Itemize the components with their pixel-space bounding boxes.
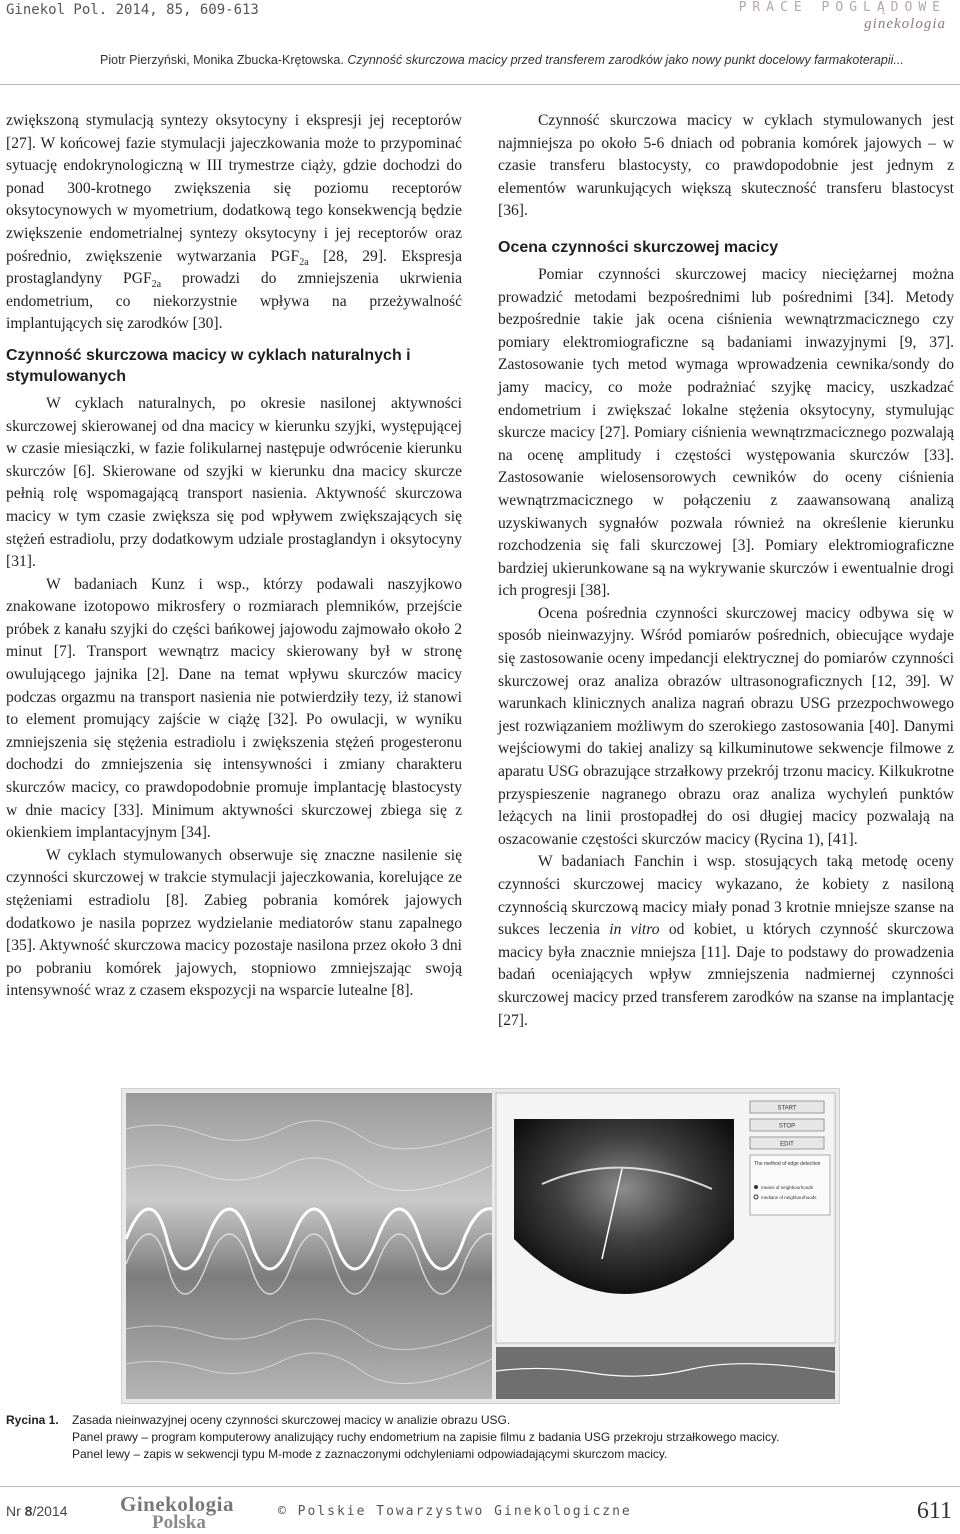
paragraph: zwiększoną stymulacją syntezy oksytocyny i ekspresji jej receptorów [27]. W końcowej fazie stymulacji jajeczkowania może to przypominać sytuację endokrynologiczną w III trymestrze ciąży, gdzie dochodzi do ponad 300-krotnego zwiększenia się poziomu receptorów oksytocynowych w myometrium, dodatkową tego konsekwencją będzie zwiększenie endometrialnej syntezy oksytocyny i jej receptorów oraz pośrednio, zwiększenie wytwarzania $PGF_{2a}$ [28, 29]. Ekspresja prostaglandyny $PGF_{2a}$ prowadzi do zmniejszenia ukrwienia endometrium, co niekorzystnie wpływa na przeżywalność implantujących się zarodków [30]. (6, 112, 462, 333)
right-column (498, 110, 954, 1032)
issue-number: Nr 8/2014 (6, 1503, 68, 1519)
paragraph: W badaniach Fanchin i wsp. stosujących taką metodę oceny czynności skurczowej macicy wykazano, że kobiety z nasiloną czynnością skurczową macicy miały ponad 3 krotnie mniejsze szanse na sukces leczenia in vitro od kobiet, u których czynność skurczowa macicy była znacznie mniejsza [11]. Daje to podstawy do prowadzenia badań oceniających wpływ zmniejszenia nadmiernej czynności skurczowej macicy przed transferem zarodków na szanse na implantację [27]. (498, 853, 954, 1029)
paragraph: W badaniach Kunz i wsp., którzy podawali naszyjkowo znakowane izotopowo mikrosfery o rozmiarach plemników, przejście próbek z kanału szyjki do części bańkowej jajowodu zajmowało około 2 minut [7]. Transport wewnątrz macicy skierowany był w stronę owulującego jajnika [2]. Dane na temat wpływu skurczów macicy podczas orgazmu na transport nasienia nie potwierdziły tezy, iż stanowi to element promujący zajście w ciążę [32]. Po owulacji, w wyniku zmniejszenia się stężenia estradiolu i zwiększenia stężeń progesteronu dochodzi do zmniejszenia się intensywności i zmiany charakteru skurczów macicy, co prawdopodobnie promuje implantację blastocysty w dnie macicy [33]. Minimum aktywności skurczowej zbiega się z okienkiem implantacyjnym [34]. (6, 575, 462, 842)
running-header (100, 53, 950, 67)
running-title: Czynność skurczowa macicy przed transferem zarodków jako nowy punkt docelowy farmakoterapii... (347, 53, 904, 67)
caption-line: Panel lewy – zapis w sekwencji typu M-mode z zaznaczonymi odchyleniami odpowiadającymi skurczom macicy. (72, 1447, 668, 1461)
m-mode-strip (496, 1347, 835, 1399)
journal-brand: ginekologia (864, 16, 946, 32)
legend-item: means of neighbourhoods (761, 1185, 814, 1190)
edit-label: EDIT (780, 1141, 794, 1148)
journal-logo: Ginekologia (120, 1492, 235, 1516)
paragraph: Pomiar czynności skurczowej macicy nieciężarnej można prowadzić metodami bezpośrednimi lub pośrednimi [34]. Metody bezpośrednie takie jak ocena ciśnienia wewnątrzmacicznego czy pomiary elektromiograficzne są badaniami inwazyjnymi [9, 37]. Zastosowanie tych metod wymaga wprowadzenia cewnika/sondy do jamy macicy, co może podrażniać szyjkę macicy, uszkadzać endometrium i zwiększać lokalne stężenia oksytocyny, stymulując skurcze macicy [27]. Pomiary ciśnienia wewnątrzmacicznego pozwalają na ocenę amplitudy i częstości występowania skurczów [33]. Zastosowanie wielosensorowych cewników do oceny ciśnienia wewnątrzmacicznego w połączeniu z zaawansowaną analizą uzyskiwanych sygnałów pozwala również na określenie kierunku rozchodzenia się fali skurczowej [3]. Pomiary elektromiograficzne bardziej ukierunkowane są na wykrywanie skurczów i ewentualnie drogi ich progresji [38]. (498, 265, 954, 600)
figure-ultrasound (121, 1088, 840, 1404)
left-column (6, 110, 462, 1003)
journal-reference: Ginekol Pol. 2014, 85, 609-613 (6, 2, 259, 18)
caption-label: Rycina 1. (6, 1413, 59, 1427)
legend-title: The method of edge detection (754, 1161, 821, 1167)
section-heading: Czynność skurczowa macicy w cyklach naturalnych i stymulowanych (6, 346, 411, 385)
paragraph: W cyklach stymulowanych obserwuje się znaczne nasilenie się czynności skurczowej w trakcie stymulacji jajeczkowania, korelujące ze stężeniami estradiolu [8]. Zabieg pobrania komórek jajowych dodatkowo je nasila poprzez wydzielanie mediatorów stanu zapalnego [35]. Aktywność skurczowa macicy pozostaje nasilona przez około 3 dni po pobraniu komórek jajowych, stopniowo zmniejszając swoją intensywność wraz z czasem ekspozycji na wsparcie lutealne [8]. (6, 846, 462, 1000)
start-label: START (777, 1105, 797, 1112)
footer-rule (0, 1486, 960, 1487)
caption-line: Panel prawy – program komputerowy analizujący ruchy endometrium na zapisie filmu z badania USG przekroju strzałkowego macicy. (72, 1430, 780, 1444)
legend-item: medians of neighbourhoods (761, 1195, 817, 1200)
journal-logo-sub: Polska (152, 1512, 206, 1533)
figure-image (122, 1089, 839, 1403)
section-heading: Ocena czynności skurczowej macicy (498, 238, 779, 256)
paragraph: Czynność skurczowa macicy w cyklach stymulowanych jest najmniejsza po około 5-6 dniach od pobrania komórek jajowych – w czasie transferu blastocysty, co prawdopodobnie jest jednym z elementów warunkujących większą skuteczność transferu blastocyst [36]. (498, 112, 954, 220)
header-rule (0, 84, 960, 85)
running-authors: Piotr Pierzyński, Monika Zbucka-Krętowska. (100, 53, 344, 67)
caption-line: Zasada nieinwazyjnej oceny czynności skurczowej macicy w analizie obrazu USG. (72, 1413, 511, 1427)
copyright: © Polskie Towarzystwo Ginekologiczne (278, 1504, 632, 1519)
paragraph: W cyklach naturalnych, po okresie nasilonej aktywności skurczowej skierowanej od dna macicy w kierunku szyjki, występującej w czasie miesiączki, w fazie folikularnej następuje odwrócenie kierunku skurczów [6]. Skierowane od szyjki w kierunku dna macicy skurcze pełnią rolę wspomagającą transport nasienia. Aktywność skurczowa macicy w tym czasie zwiększa się pod wpływem zwiększających się stężeń estradiolu, przy dodatkowym udziale prostaglandyn i oksytocyny [31]. (6, 394, 462, 571)
page-number: 611 (916, 1498, 952, 1524)
paragraph: Ocena pośrednia czynności skurczowej macicy odbywa się w sposób nieinwazyjny. Wśród pomiarów pośrednich, obiecujące wydaje się zastosowanie oceny impedancji elektrycznej do pomiarów czynności skurczowej oraz analiza obrazów ultrasonograficznych [12, 39]. W warunkach klinicznych analiza nagrań obrazu USG przezpochwowego jest rozwiązaniem możliwym do szerokiego zastosowania [40]. Danymi wejściowymi do takiej analizy są kilkuminutowe sekwencje filmowe z aparatu USG obrazujące strzałkowy przekrój trzonu macicy. Kilkukrotne przyspieszenie nagranego obrazu oraz analiza wychyleń punktów leżących na linii prostopadłej do osi długiej macicy pozwalają na oszacowanie częstości skurczów macicy (Rycina 1), [41]. (498, 604, 954, 848)
section-label: PRACE POGLĄDOWE (738, 0, 946, 15)
stop-label: STOP (778, 1123, 796, 1130)
